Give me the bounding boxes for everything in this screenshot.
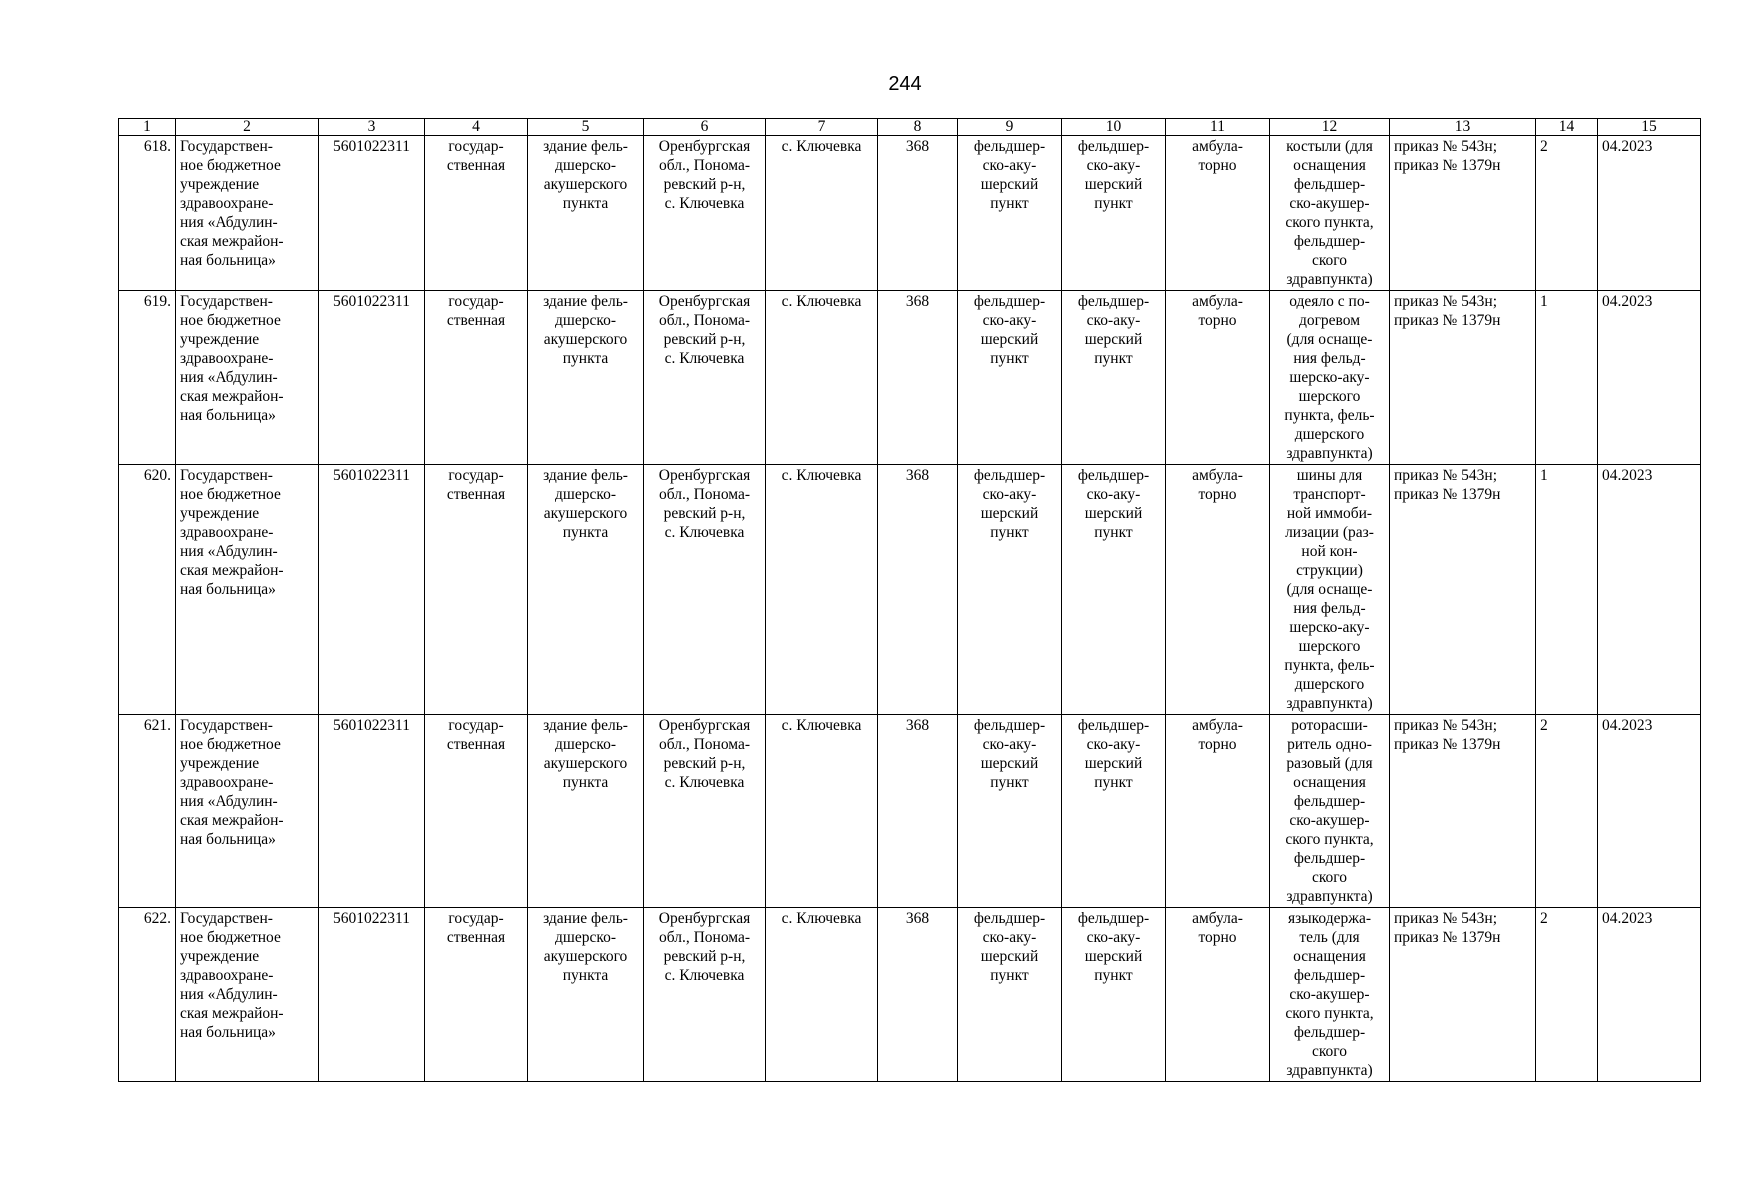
column-number: 8	[878, 119, 958, 136]
locality: с. Ключевка	[766, 291, 878, 465]
building: здание фель- дшерско- акушерского пункта	[528, 465, 644, 715]
organization-name: Государствен- ное бюджетное учреждение здравоохране- ния «Абдулин- ская межрайон- ная больница»	[176, 136, 319, 291]
orders: приказ № 543н; приказ № 1379н	[1390, 715, 1536, 908]
quantity: 1	[1536, 291, 1598, 465]
facility-type: фельдшер- ско-аку- шерский пункт	[958, 291, 1062, 465]
address: Оренбургская обл., Понома- ревский р-н, с. Ключевка	[644, 465, 766, 715]
code: 368	[878, 908, 958, 1082]
facility-type: фельдшер- ско-аку- шерский пункт	[958, 908, 1062, 1082]
inn: 5601022311	[319, 465, 425, 715]
column-number: 6	[644, 119, 766, 136]
inn: 5601022311	[319, 715, 425, 908]
ownership-form: государ- ственная	[425, 715, 528, 908]
column-number: 3	[319, 119, 425, 136]
column-number: 1	[119, 119, 176, 136]
address: Оренбургская обл., Понома- ревский р-н, с. Ключевка	[644, 908, 766, 1082]
care-condition: амбула- торно	[1166, 291, 1270, 465]
orders: приказ № 543н; приказ № 1379н	[1390, 908, 1536, 1082]
table-row	[119, 291, 1701, 465]
organization-name: Государствен- ное бюджетное учреждение здравоохране- ния «Абдулин- ская межрайон- ная больница»	[176, 465, 319, 715]
address: Оренбургская обл., Понома- ревский р-н, с. Ключевка	[644, 715, 766, 908]
care-condition: амбула- торно	[1166, 136, 1270, 291]
orders: приказ № 543н; приказ № 1379н	[1390, 465, 1536, 715]
quantity: 2	[1536, 715, 1598, 908]
table-row	[119, 908, 1701, 1082]
column-number: 15	[1598, 119, 1701, 136]
registry-table	[118, 118, 1701, 1082]
inn: 5601022311	[319, 136, 425, 291]
column-number: 7	[766, 119, 878, 136]
column-number-row	[119, 119, 1701, 136]
facility-type: фельдшер- ско-аку- шерский пункт	[958, 465, 1062, 715]
inn: 5601022311	[319, 908, 425, 1082]
quantity: 2	[1536, 136, 1598, 291]
quantity: 2	[1536, 908, 1598, 1082]
locality: с. Ключевка	[766, 715, 878, 908]
column-number: 2	[176, 119, 319, 136]
ownership-form: государ- ственная	[425, 136, 528, 291]
inn: 5601022311	[319, 291, 425, 465]
table-row	[119, 136, 1701, 291]
facility-type: фельдшер- ско-аку- шерский пункт	[1062, 465, 1166, 715]
date: 04.2023	[1598, 291, 1701, 465]
locality: с. Ключевка	[766, 908, 878, 1082]
quantity: 1	[1536, 465, 1598, 715]
table-row	[119, 465, 1701, 715]
column-number: 5	[528, 119, 644, 136]
organization-name: Государствен- ное бюджетное учреждение здравоохране- ния «Абдулин- ская межрайон- ная больница»	[176, 291, 319, 465]
ownership-form: государ- ственная	[425, 465, 528, 715]
equipment: роторасши- ритель одно- разовый (для оснащения фельдшер- ско-акушер- ского пункта, фельдшер- ского здравпункта)	[1270, 715, 1390, 908]
locality: с. Ключевка	[766, 465, 878, 715]
column-number: 4	[425, 119, 528, 136]
equipment: языкодержа- тель (для оснащения фельдшер- ско-акушер- ского пункта, фельдшер- ского здравпункта)	[1270, 908, 1390, 1082]
row-number: 618.	[119, 136, 176, 291]
building: здание фель- дшерско- акушерского пункта	[528, 136, 644, 291]
code: 368	[878, 715, 958, 908]
column-number: 13	[1390, 119, 1536, 136]
column-number: 12	[1270, 119, 1390, 136]
date: 04.2023	[1598, 465, 1701, 715]
organization-name: Государствен- ное бюджетное учреждение здравоохране- ния «Абдулин- ская межрайон- ная больница»	[176, 715, 319, 908]
equipment: одеяло с по- догревом (для оснаще- ния фельд- шерско-аку- шерского пункта, фель- дшерского здравпункта)	[1270, 291, 1390, 465]
care-condition: амбула- торно	[1166, 908, 1270, 1082]
address: Оренбургская обл., Понома- ревский р-н, с. Ключевка	[644, 291, 766, 465]
code: 368	[878, 291, 958, 465]
column-number: 9	[958, 119, 1062, 136]
row-number: 619.	[119, 291, 176, 465]
ownership-form: государ- ственная	[425, 291, 528, 465]
code: 368	[878, 465, 958, 715]
orders: приказ № 543н; приказ № 1379н	[1390, 136, 1536, 291]
locality: с. Ключевка	[766, 136, 878, 291]
row-number: 621.	[119, 715, 176, 908]
orders: приказ № 543н; приказ № 1379н	[1390, 291, 1536, 465]
building: здание фель- дшерско- акушерского пункта	[528, 908, 644, 1082]
column-number: 11	[1166, 119, 1270, 136]
page-number: 244	[888, 73, 922, 95]
code: 368	[878, 136, 958, 291]
facility-type: фельдшер- ско-аку- шерский пункт	[1062, 715, 1166, 908]
building: здание фель- дшерско- акушерского пункта	[528, 715, 644, 908]
facility-type: фельдшер- ско-аку- шерский пункт	[958, 715, 1062, 908]
ownership-form: государ- ственная	[425, 908, 528, 1082]
equipment: костыли (для оснащения фельдшер- ско-акушер- ского пункта, фельдшер- ского здравпункта)	[1270, 136, 1390, 291]
date: 04.2023	[1598, 908, 1701, 1082]
care-condition: амбула- торно	[1166, 715, 1270, 908]
facility-type: фельдшер- ско-аку- шерский пункт	[1062, 136, 1166, 291]
date: 04.2023	[1598, 715, 1701, 908]
facility-type: фельдшер- ско-аку- шерский пункт	[1062, 908, 1166, 1082]
facility-type: фельдшер- ско-аку- шерский пункт	[958, 136, 1062, 291]
date: 04.2023	[1598, 136, 1701, 291]
facility-type: фельдшер- ско-аку- шерский пункт	[1062, 291, 1166, 465]
row-number: 622.	[119, 908, 176, 1082]
column-number: 10	[1062, 119, 1166, 136]
table-row	[119, 715, 1701, 908]
care-condition: амбула- торно	[1166, 465, 1270, 715]
column-number: 14	[1536, 119, 1598, 136]
building: здание фель- дшерско- акушерского пункта	[528, 291, 644, 465]
organization-name: Государствен- ное бюджетное учреждение здравоохране- ния «Абдулин- ская межрайон- ная больница»	[176, 908, 319, 1082]
address: Оренбургская обл., Понома- ревский р-н, с. Ключевка	[644, 136, 766, 291]
row-number: 620.	[119, 465, 176, 715]
equipment: шины для транспорт- ной иммоби- лизации (раз- ной кон- струкции) (для оснаще- ния фельд- шерско-аку- шерского пункта, фель- дшерского здравпункта)	[1270, 465, 1390, 715]
